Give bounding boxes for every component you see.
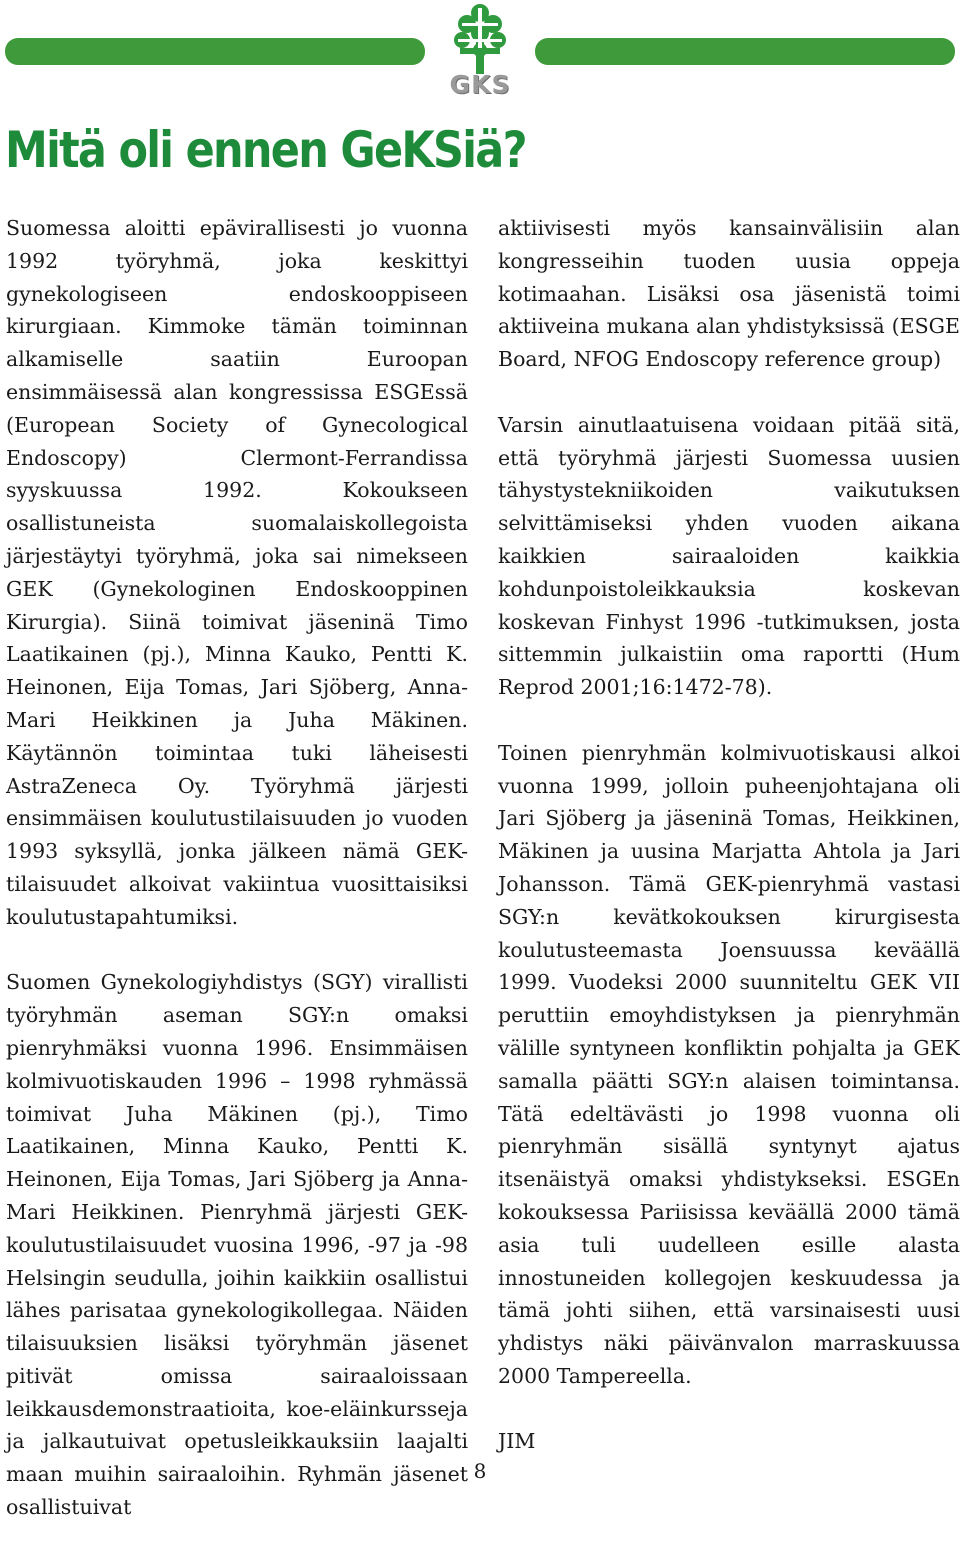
header-bar-left [5,38,425,65]
paragraph: Varsin ainutlaatuisena voidaan pitää sitä, että työryhmä järjesti Suomessa uusien tähystystekniikoiden vaikutuksen selvittämiseksi yhden vuoden aikana kaikkien sairaaloiden kaikkia kohdunpoistoleikkauksia koskevan koskevan Finhyst 1996 -tutkimuksen, josta sittemmin julkaistiin oma raportti (Hum Reprod 2001;16:1472-78). [498,412,960,700]
author-signature: JIM [498,1429,536,1454]
paragraph: Toinen pienryhmän kolmivuotiskausi alkoi vuonna 1999, jolloin puheenjohtajana oli Jari Sjöberg ja jäseninä Tomas, Heikkinen, Mäkinen ja uusina Marjatta Ahtola ja Jari Johansson. Tämä GEK-pienryhmä vastasi SGY:n kevätkokouksen kirurgisesta koulutusteemasta Joensuussa keväällä 1999. Vuodeksi 2000 suunniteltu GEK VII peruttiin emoyhdistyksen ja pienryhmän välille syntyneen konfliktin pohjalta ja GEK samalla päätti SGY:n alaisen toimintansa. Tätä edeltävästi jo 1998 vuonna oli pienryhmän sisällä syntynyt ajatus itsenäistyä omaksi yhdistykseksi. ESGEn kokouksessa Pariisissa keväällä 2000 tämä asia tuli uudelleen esille alasta innostuneiden kollegojen keskuudessa ja tämä johti siihen, että varsinaisesti uusi yhdistys näki päivänvalon marraskuussa 2000 Tampereella. [498,740,960,1388]
paragraph: Suomessa aloitti epävirallisesti jo vuonna 1992 työryhmä, joka keskittyi gynekologiseen endoskooppiseen kirurgiaan. Kimmoke tämän toiminnan alkamiselle saatiin Euroopan ensimmäisessä alan kongressissa ESGEssä (European Society of Gynecological Endoscopy) Clermont-Ferrandissa syyskuussa 1992. Kokoukseen osallistuneista suomalaiskollegoista järjestäytyi työryhmä, joka sai nimekseen GEK (Gynekologinen Endoskooppinen Kirurgia). Siinä toimivat jäseninä Timo Laatikainen (pj.), Minna Kauko, Pentti K. Heinonen, Eija Tomas, Jari Sjöberg, Anna-Mari Heikkinen ja Juha Mäkinen. Käytännön toimintaa tuki läheisesti AstraZeneca Oy. Työryhmä järjesti ensimmäisen koulutustilaisuuden jo vuoden 1993 syksyllä, jonka jälkeen nämä GEK-tilaisuudet alkoivat vakiintua vuosittaisiksi koulutustapahtumiksi. [6,216,468,929]
gks-logo [430,0,530,104]
paragraph: Suomen Gynekologiyhdistys (SGY) virallisti työryhmän aseman SGY:n omaksi pienryhmäksi vuonna 1996. Ensimmäisen kolmivuotiskauden 1996 – 1998 ryhmässä toimivat Juha Mäkinen (pj.), Timo Laatikainen, Minna Kauko, Pentti K. Heinonen, Eija Tomas, Jari Sjöberg ja Anna-Mari Heikkinen. Pienryhmä järjesti GEK-koulutustilaisuudet vuosina 1996, -97 ja -98 Helsingin seudulla, joihin kaikkiin osallistui lähes parisataa gynekologikollegaa. Näiden tilaisuuksien lisäksi työryhmän jäsenet pitivät omissa sairaaloissaan leikkausdemonstraatioita, koe-eläinkursseja ja jalkautuivat opetusleikkauksiin laajalti maan muihin sairaaloihin. Ryhmän jäsenet osallistuivat [6,970,468,1520]
paragraph: aktiivisesti myös kansainvälisiin alan kongresseihin tuoden uusia oppeja kotimaahan. Lisäksi osa jäsenistä toimi aktiiveina mukana alan yhdistyksissä (ESGE Board, NFOG Endoscopy reference group) [498,216,960,372]
right-column [498,212,960,1491]
logo-text: GKS [449,70,511,99]
page-title: Mitä oli ennen GeKSiä? [5,121,526,179]
left-column [6,212,468,1557]
gks-tree-logo-icon [430,0,530,74]
header-bar-right [535,38,955,65]
page-number: 8 [473,1459,487,1483]
